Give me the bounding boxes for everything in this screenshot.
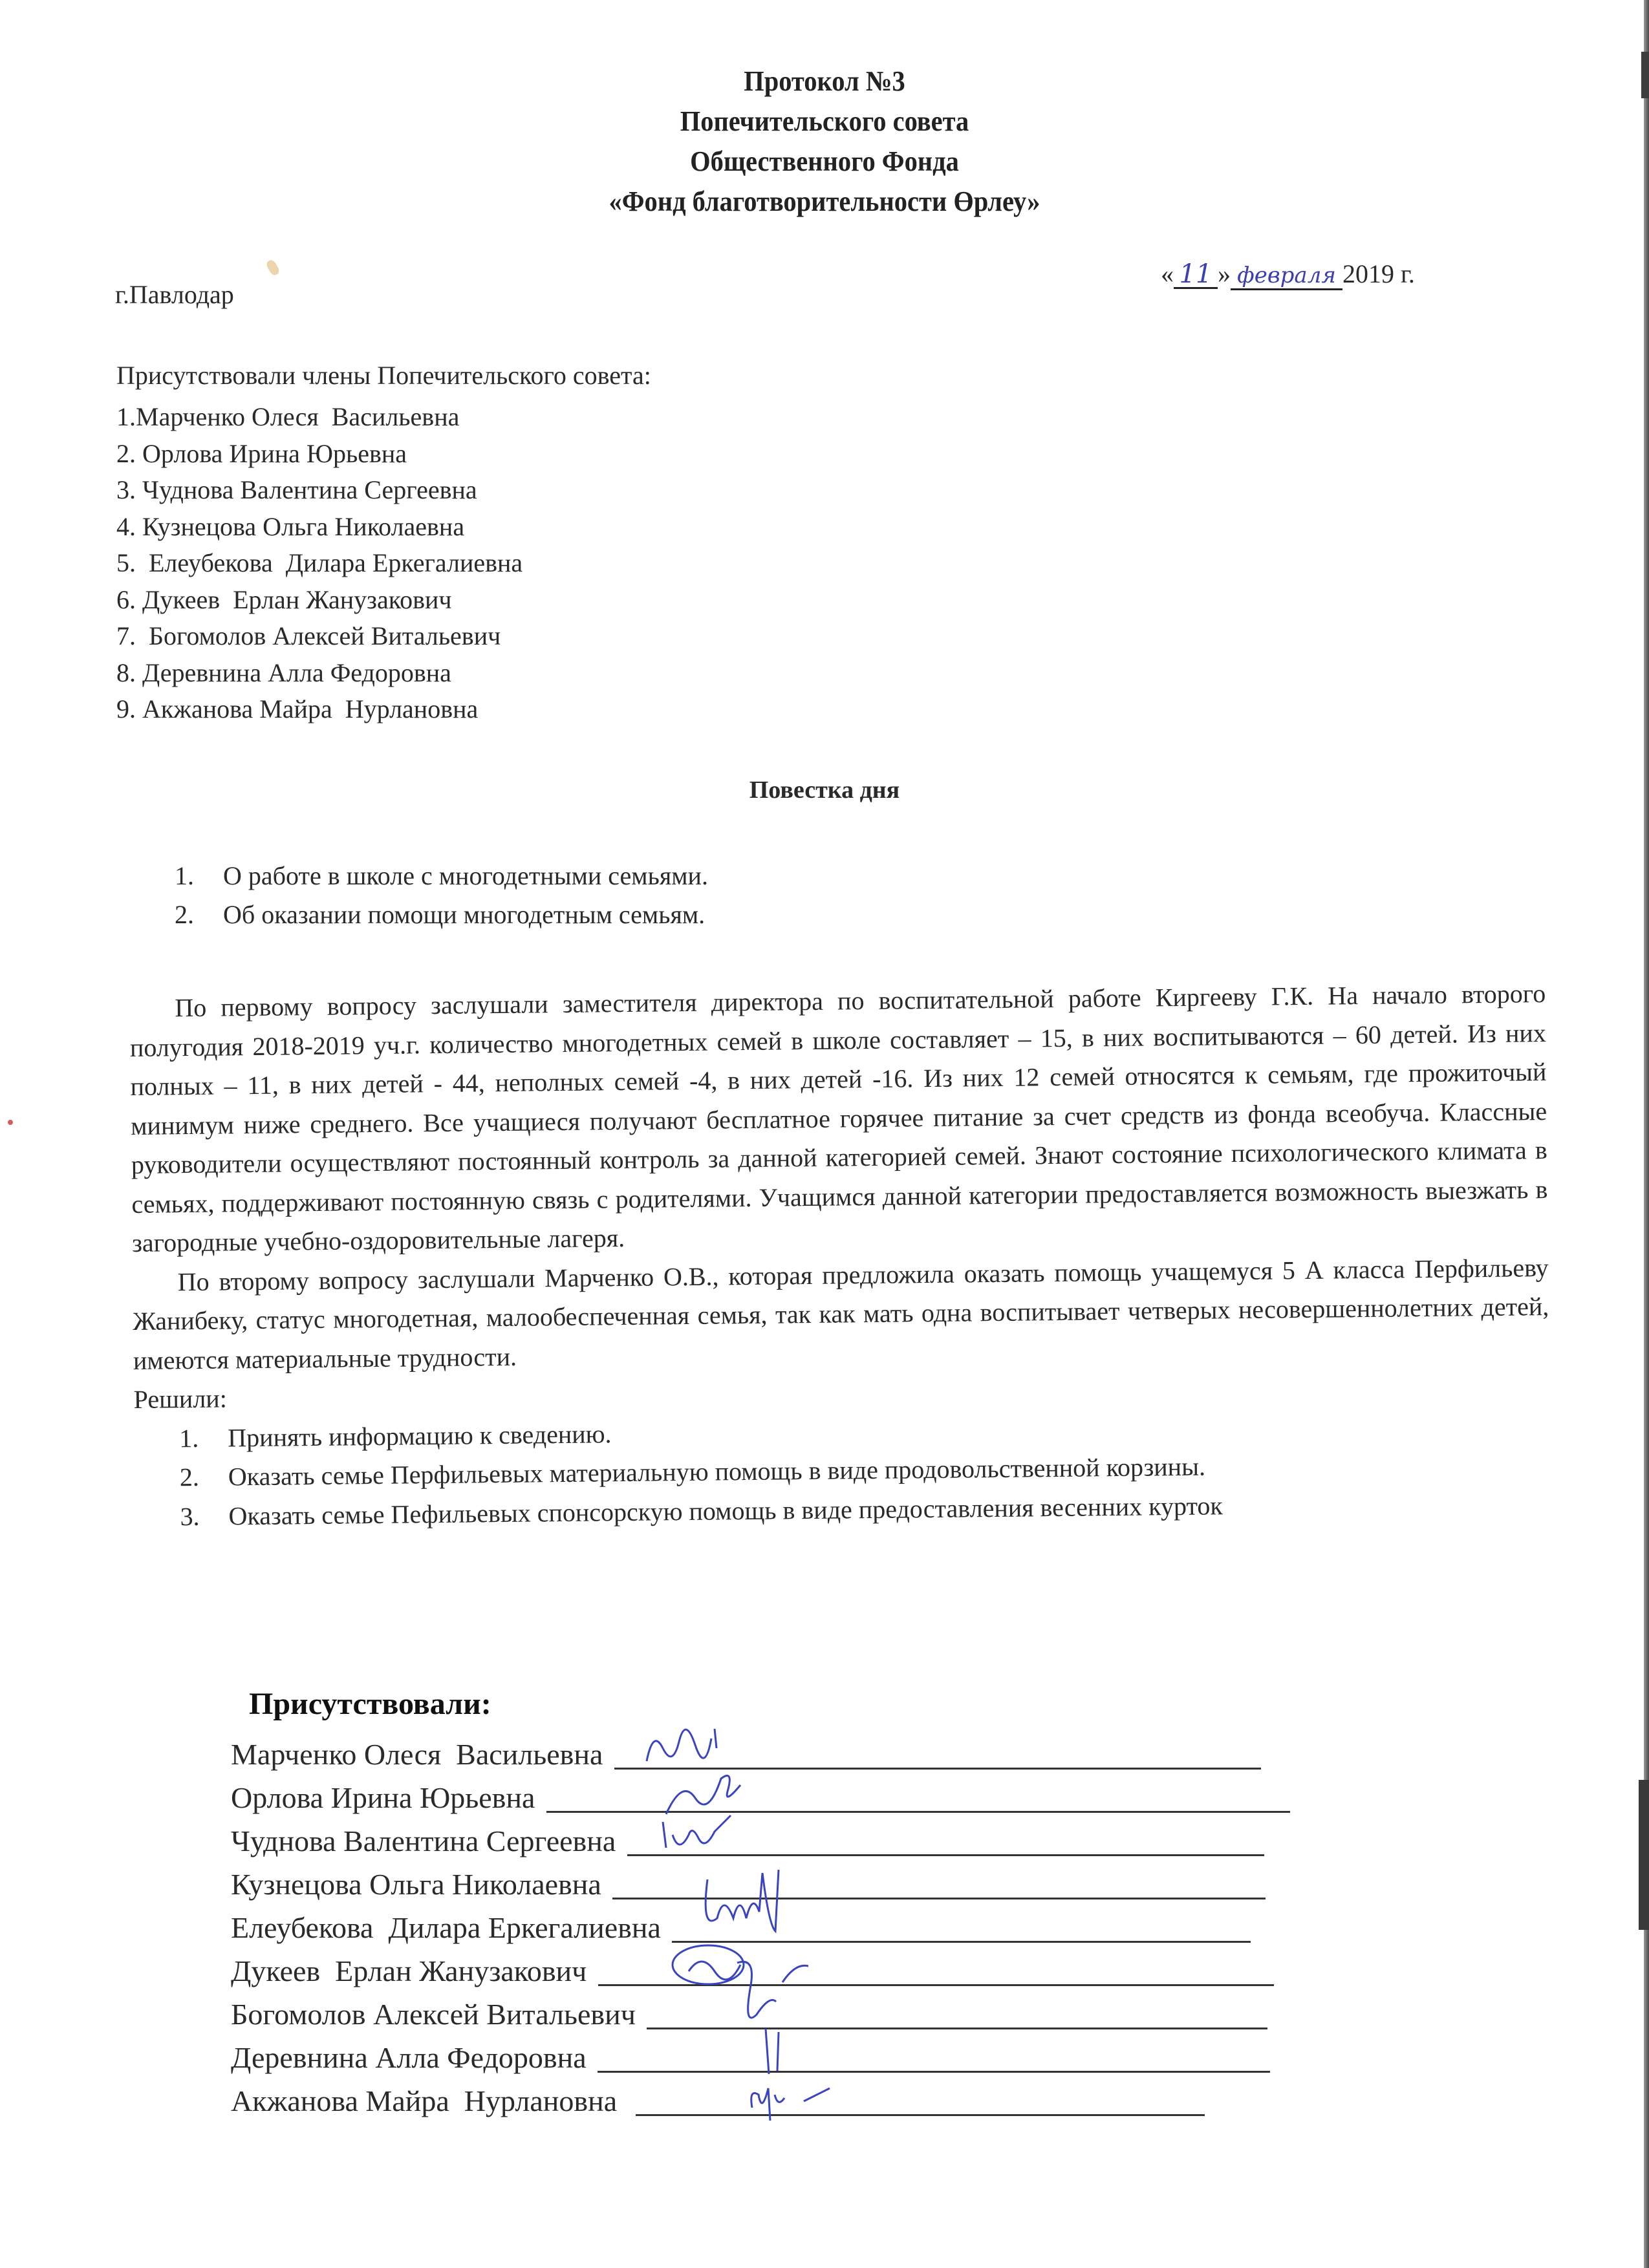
date-month-handwritten: февраля: [1231, 262, 1342, 290]
decided-label: Решили:: [133, 1384, 228, 1414]
decisions-list: [134, 1405, 1551, 1537]
handwritten-signature-icon: [698, 1863, 795, 1947]
scan-artifact-stain: [265, 259, 281, 277]
document-date: [1161, 259, 1415, 290]
signature-row: [231, 1733, 1395, 1776]
member-item: 8. Деревнина Алла Федоровна: [116, 658, 451, 687]
date-open-quote: «: [1161, 259, 1174, 288]
member-item: 5. Елеубекова Дилара Еркегалиевна: [116, 548, 523, 577]
scanner-edge-mark: [1641, 52, 1649, 98]
discussion-paragraph-2: По второму вопросу заслушали Марченко О.В., которая предложила оказать помощь учащемуся 5 А класса Перфильеву Жанибеку, статус многодетная, малообеспеченная семья, так как мать одна воспитывает четверых несовершеннолетних детей, имеются материальные трудности.: [133, 1252, 1549, 1375]
agenda-item: [175, 895, 708, 934]
member-item: 7. Богомолов Алексей Витальевич: [116, 621, 501, 650]
agenda-item: [175, 857, 708, 895]
members-heading: Присутствовали члены Попечительского совета:: [116, 361, 651, 390]
discussion-paragraph-1: По первому вопросу заслушали заместителя директора по воспитательной работе Киргееву Г.К. На начало второго полугодия 2018-2019 уч.г. количество многодетных семей в школе составляет – 15, в них воспитываются – 60 детей. Из них полных – 11, в них детей - 44, неполных семей -4, в них детей -16. Из них 12 семей относятся к семьям, где прожиточый минимум ниже среднего. Все учащиеся получают бесплатное горячее питание за счет средств из фонда всеобуча. Классные руководители осуществляют постоянный контроль за данной категорией семей. Знают состояние психологического климата в семьях, поддерживают постоянную связь с родителями. Учащимся данной категории предоставляется возможность выезжать в загородные учебно-оздоровительные лагеря.: [129, 979, 1548, 1257]
decision-number: 3.: [180, 1501, 200, 1531]
signature-row: [231, 1863, 1395, 1906]
member-item: 1.Марченко Олеся Васильевна: [116, 402, 460, 431]
member-item: 4. Кузнецова Ольга Николаевна: [116, 511, 465, 541]
members-list: [116, 399, 523, 728]
agenda-list: [175, 857, 708, 934]
agenda-item-number: 1.: [175, 861, 194, 890]
handwritten-signature-icon: [718, 1956, 815, 2034]
decision-number: 2.: [179, 1462, 200, 1492]
signer-name: Марченко Олеся Васильевна: [231, 1738, 610, 1771]
signer-name: Орлова Ирина Юрьевна: [231, 1781, 543, 1814]
signer-name: Богомолов Алексей Витальевич: [231, 1998, 643, 2031]
signature-row: [231, 2079, 1395, 2123]
signature-line: [598, 1958, 1274, 1986]
title-line: Общественного Фонда: [690, 145, 959, 177]
decision-text: Оказать семье Перфильевых материальную помощь в виде продовольственной корзины.: [228, 1451, 1206, 1492]
member-item: 3. Чуднова Валентина Сергеевна: [116, 475, 477, 504]
signature-row: [231, 1906, 1395, 1949]
agenda-heading: Повестка дня: [749, 776, 900, 804]
signer-name: Дукеев Ерлан Жанузакович: [231, 1954, 594, 1987]
agenda-item-number: 2.: [175, 900, 194, 929]
member-item: 9. Акжанова Майра Нурлановна: [116, 694, 479, 723]
date-year: 2019 г.: [1342, 259, 1415, 288]
date-close-quote: »: [1218, 259, 1231, 288]
scan-artifact-dot: [8, 1120, 13, 1125]
signer-name: Деревнина Алла Федоровна: [231, 2041, 594, 2074]
signature-line: [627, 1828, 1264, 1856]
date-day-handwritten: 11: [1174, 261, 1218, 289]
handwritten-signature-icon: [739, 2069, 868, 2121]
signature-line: [598, 2045, 1270, 2073]
title-line: Попечительского совета: [680, 105, 969, 137]
title-line: «Фонд благотворительности Өрлеу»: [609, 186, 1040, 217]
discussion-body: [129, 974, 1551, 1537]
handwritten-signature-icon: [653, 1809, 750, 1861]
signature-list: [231, 1733, 1395, 2123]
member-item: 2. Орлова Ирина Юрьевна: [116, 438, 407, 468]
signature-row: [231, 1819, 1395, 1863]
agenda-item-text: Об оказании помощи многодетным семьям.: [223, 900, 706, 929]
city: г.Павлодар: [115, 280, 234, 309]
signer-name: Кузнецова Ольга Николаевна: [231, 1868, 609, 1901]
signer-name: Елеубекова Дилара Еркегалиевна: [231, 1911, 669, 1944]
decision-text: Оказать семье Пефильевых спонсорскую помощь в виде предоставления весенних курток: [228, 1490, 1223, 1530]
signer-name: Акжанова Майра Нурлановна: [231, 2084, 632, 2117]
scanner-edge-mark: [1639, 1780, 1649, 1930]
signature-line: [636, 2088, 1205, 2116]
title-line: Протокол №3: [744, 65, 905, 97]
decision-number: 1.: [179, 1423, 199, 1453]
signature-row: [231, 1776, 1395, 1819]
decision-text: Принять информацию к сведению.: [228, 1418, 612, 1452]
member-item: 6. Дукеев Ерлан Жанузакович: [116, 584, 452, 614]
document-title: [66, 61, 1583, 222]
signatures-heading: Присутствовали:: [249, 1687, 491, 1721]
agenda-item-text: О работе в школе с многодетными семьями.: [223, 861, 708, 890]
signer-name: Чуднова Валентина Сергеевна: [231, 1824, 623, 1857]
